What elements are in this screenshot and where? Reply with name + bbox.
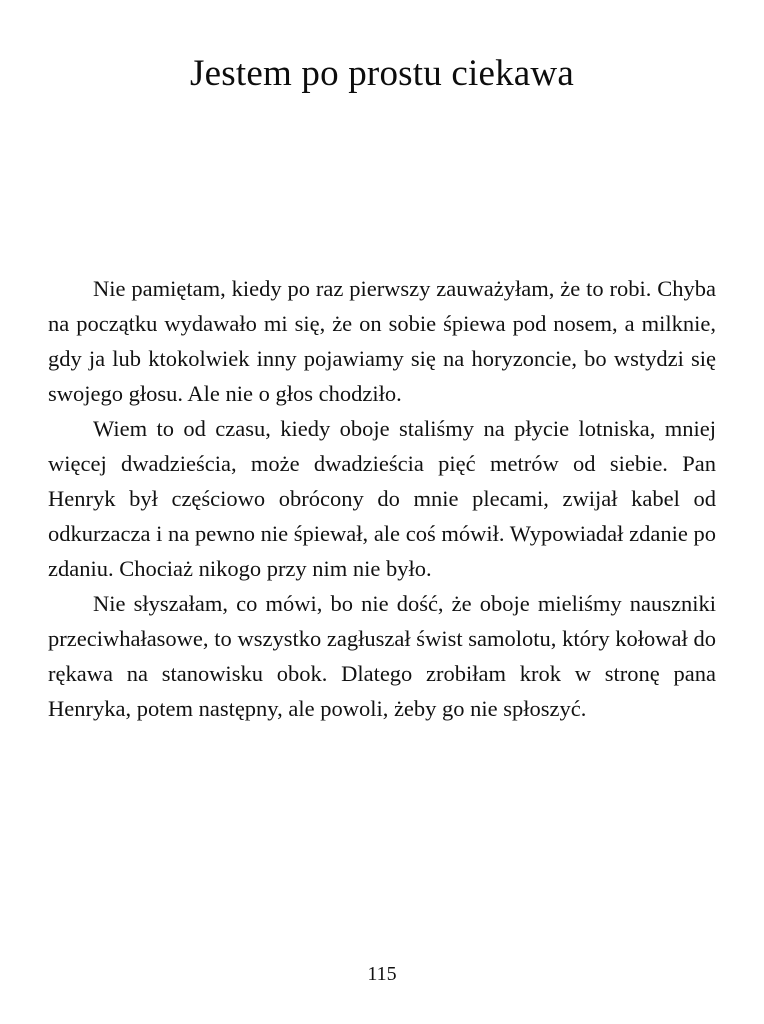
- paragraph-2: Wiem to od czasu, kiedy oboje staliśmy na płycie lotniska, mniej więcej dwadzieścia, może dwadzieścia pięć metrów od siebie. Pan Henryk był częściowo obrócony do mnie plecami, zwijał kabel od odkurzacza i na pewno nie śpiewał, ale coś mówił. Wypowiadał zdanie po zdaniu. Chociaż nikogo przy nim nie było.: [48, 416, 716, 582]
- page-title: Jestem po prostu ciekawa: [190, 53, 574, 94]
- body-text: [48, 272, 716, 727]
- paragraph-3: Nie słyszałam, co mówi, bo nie dość, że oboje mieliśmy nauszniki przeciwhałasowe, to wszystko zagłuszał świst samolotu, który kołował do rękawa na stanowisku obok. Dlatego zrobiłam krok w stronę pana Henryka, potem następny, ale powoli, żeby go nie spłoszyć.: [48, 591, 716, 722]
- paragraph-1: Nie pamiętam, kiedy po raz pierwszy zauważyłam, że to robi. Chyba na początku wydawało mi się, że on sobie śpiewa pod nosem, a milknie, gdy ja lub ktokolwiek inny pojawiamy się na horyzoncie, bo wstydzi się swojego głosu. Ale nie o głos chodziło.: [48, 276, 716, 407]
- page-number: 115: [367, 963, 397, 985]
